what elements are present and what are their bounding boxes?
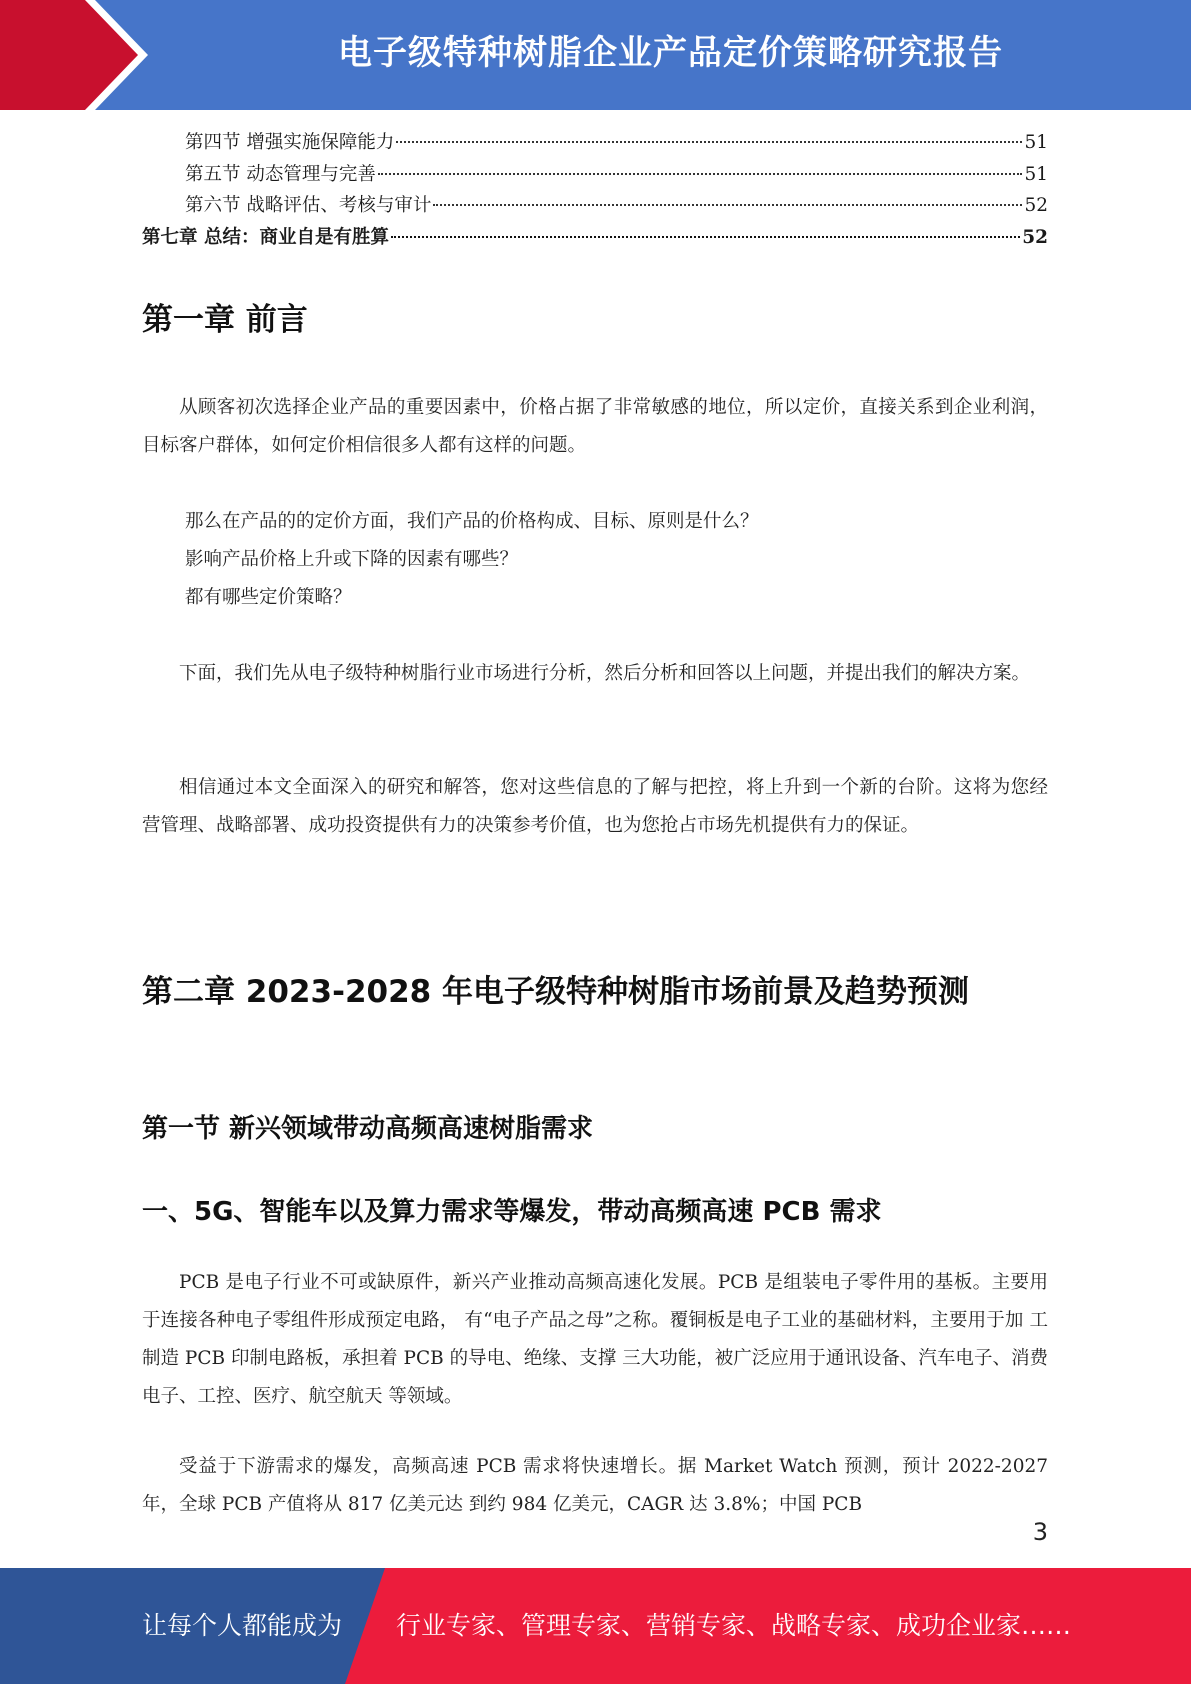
chapter1-value [142, 769, 1048, 845]
chapter2-heading: 第二章 2023-2028 年电子级特种树脂市场前景及趋势预测 [142, 974, 970, 1010]
paragraph: 从顾客初次选择企业产品的重要因素中，价格占据了非常敏感的地位，所以定价，直接关系到企业利润，目标客户群体，如何定价相信很多人都有这样的问题。 [142, 397, 1048, 456]
toc-entry[interactable] [142, 160, 1048, 192]
toc-entry-title: 第六节 战略评估、考核与审计 [185, 195, 432, 216]
paragraph: 相信通过本文全面深入的研究和解答，您对这些信息的了解与把控，将上升到一个新的台阶。这将为您经营管理、战略部署、成功投资提供有力的决策参考价值，也为您抢占市场先机提供有力的保证。 [142, 777, 1048, 836]
question-line: 那么在产品的的定价方面，我们产品的价格构成、目标、原则是什么？ [185, 511, 759, 532]
report-title: 电子级特种树脂企业产品定价策略研究报告 [338, 33, 1003, 73]
chapter1-intro [142, 389, 1048, 465]
paragraph: 受益于下游需求的爆发，高频高速 PCB 需求将快速增长。据 Market Watch 预测，预计 2022-2027 年，全球 PCB 产值将从 817 亿美元达 到约 984 亿美元，CAGR 达 3.8%；中国 PCB [142, 1456, 1048, 1515]
toc-leader-dots [433, 204, 1022, 206]
pcb-intro [142, 1264, 1048, 1416]
toc-entry[interactable] [142, 128, 1048, 160]
chapter1-questions [142, 503, 1048, 617]
toc-entry-page: 52 [1022, 226, 1048, 248]
toc-entry-title: 第五节 动态管理与完善 [185, 163, 376, 185]
toc-entry-page: 52 [1024, 195, 1048, 216]
paragraph: PCB 是电子行业不可或缺原件，新兴产业推动高频高速化发展。PCB 是组装电子零件用的基板。主要用于连接各种电子零组件形成预定电路， 有“电子产品之母”之称。覆铜板是电子工业的基础材料，主要用于加 工制造 PCB 印制电路板，承担着 PCB 的导电、绝缘、支撑 三大功能，被广泛应用于通讯设备、汽车电子、消费电子、工控、医疗、航空航天 等领域。 [142, 1272, 1048, 1407]
page-header [0, 0, 1191, 110]
toc-entry-title: 第四节 增强实施保障能力 [185, 132, 395, 153]
toc-leader-dots [391, 236, 1020, 238]
page-footer [0, 1568, 1191, 1684]
footer-slogan-left: 让每个人都能成为 [142, 1611, 343, 1640]
subsection-heading: 一、5G、智能车以及算力需求等爆发，带动高频高速 PCB 需求 [142, 1197, 882, 1227]
pcb-demand [142, 1448, 1048, 1524]
subsection1-heading-block [142, 1191, 1048, 1228]
toc-entry-title: 第七章 总结：商业自是有胜算 [142, 226, 389, 248]
chapter1-heading-block [142, 294, 1048, 339]
question-line: 都有哪些定价策略？ [185, 587, 352, 608]
toc-entry[interactable] [142, 223, 1048, 255]
table-of-contents [142, 128, 1048, 254]
paragraph: 下面，我们先从电子级特种树脂行业市场进行分析，然后分析和回答以上问题，并提出我们的解决方案。 [179, 663, 1031, 684]
toc-entry-page: 51 [1024, 132, 1048, 153]
footer-slogan-right: 行业专家、管理专家、营销专家、战略专家、成功企业家…… [396, 1611, 1072, 1640]
chapter2-heading-block [142, 966, 1048, 1011]
chapter1-method [142, 655, 1048, 693]
toc-entry[interactable] [142, 191, 1048, 223]
toc-leader-dots [378, 173, 1023, 175]
question-line: 影响产品价格上升或下降的因素有哪些？ [185, 549, 519, 570]
header-arrow-decoration [0, 0, 160, 110]
chapter1-heading: 第一章 前言 [142, 302, 308, 338]
section1-heading-block [142, 1108, 1048, 1145]
toc-leader-dots [396, 141, 1022, 143]
page-number: 3 [1032, 1518, 1048, 1546]
toc-entry-page: 51 [1024, 163, 1048, 185]
section-heading: 第一节 新兴领域带动高频高速树脂需求 [142, 1114, 594, 1144]
